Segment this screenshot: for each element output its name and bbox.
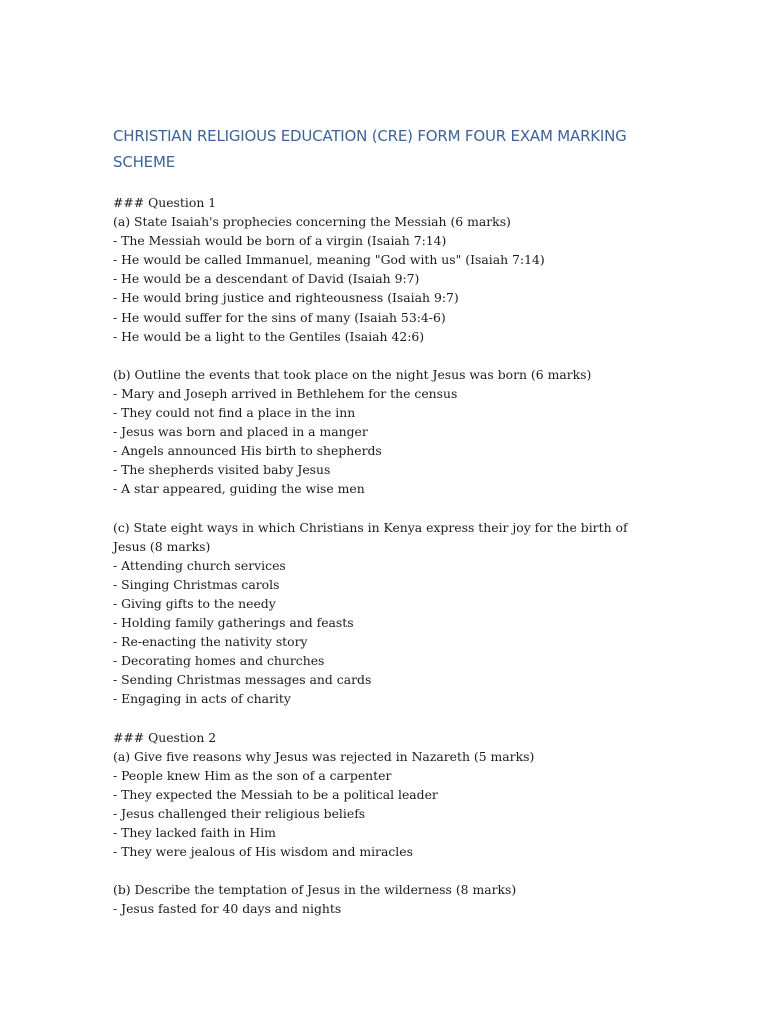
question-prompt: (b) Outline the events that took place on the night Jesus was born (6 marks) [113, 366, 592, 382]
answer-point: - He would suffer for the sins of many (Isaiah 53:4-6) [113, 309, 446, 325]
section-q1c [113, 518, 653, 709]
answer-point: - Jesus fasted for 40 days and nights [113, 901, 342, 917]
answer-point: - They lacked faith in Him [113, 825, 276, 841]
answer-point: - Angels announced His birth to shepherds [113, 443, 382, 459]
answer-point: - He would be a descendant of David (Isaiah 9:7) [113, 271, 420, 287]
section-q2b [113, 880, 653, 918]
answer-point: - The shepherds visited baby Jesus [113, 462, 331, 478]
answer-point: - He would bring justice and righteousness (Isaiah 9:7) [113, 290, 459, 306]
answer-point: - A star appeared, guiding the wise men [113, 481, 365, 497]
section-q1a [113, 193, 653, 346]
answer-point: - Engaging in acts of charity [113, 691, 291, 707]
answer-point: - Mary and Joseph arrived in Bethlehem for the census [113, 385, 458, 401]
answer-point: - The Messiah would be born of a virgin (Isaiah 7:14) [113, 233, 447, 249]
answer-point: - Re-enacting the nativity story [113, 634, 308, 650]
answer-point: - Giving gifts to the needy [113, 595, 276, 611]
section-q1b [113, 365, 653, 499]
answer-point: - He would be a light to the Gentiles (Isaiah 42:6) [113, 328, 425, 344]
answer-point: - People knew Him as the son of a carpenter [113, 767, 392, 783]
question-prompt: (b) Describe the temptation of Jesus in the wilderness (8 marks) [113, 882, 517, 898]
question-prompt: (c) State eight ways in which Christians in Kenya express their joy for the birth of Jesus (8 marks) [113, 519, 632, 554]
answer-point: - They could not find a place in the inn [113, 405, 356, 421]
answer-point: - Holding family gatherings and feasts [113, 615, 354, 631]
answer-point: - Jesus challenged their religious beliefs [113, 806, 366, 821]
document-title: CHRISTIAN RELIGIOUS EDUCATION (CRE) FORM FOUR EXAM MARKING SCHEME [113, 127, 627, 171]
answer-point: - Sending Christmas messages and cards [113, 672, 372, 688]
question-prompt: (a) Give five reasons why Jesus was rejected in Nazareth (5 marks) [113, 748, 535, 764]
answer-point: - They expected the Messiah to be a political leader [113, 786, 438, 802]
answer-point: - He would be called Immanuel, meaning "God with us" (Isaiah 7:14) [113, 252, 545, 268]
section-q2a [113, 728, 653, 862]
answer-point: - They were jealous of His wisdom and miracles [113, 844, 413, 860]
answer-point: - Attending church services [113, 557, 286, 573]
answer-point: - Decorating homes and churches [113, 653, 325, 669]
answer-point: - Jesus was born and placed in a manger [113, 424, 368, 440]
document-body [113, 193, 653, 938]
answer-point: - Singing Christmas carols [113, 576, 280, 592]
question-heading: ### Question 2 [113, 729, 217, 745]
question-heading: ### Question 1 [113, 195, 217, 210]
question-prompt: (a) State Isaiah's prophecies concerning the Messiah (6 marks) [113, 214, 511, 230]
